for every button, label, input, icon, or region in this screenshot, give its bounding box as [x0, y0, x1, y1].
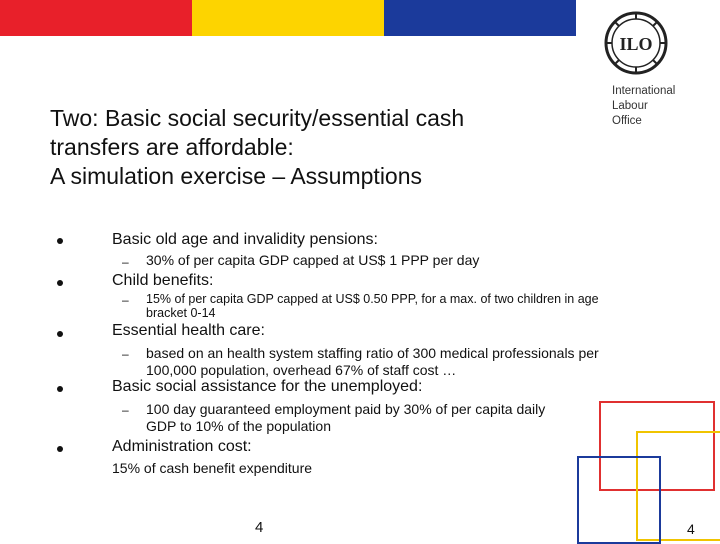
bullet-administration-cost: Administration cost: [112, 438, 252, 455]
slide-title [50, 104, 610, 191]
title-line-3: A simulation exercise – Assumptions [50, 163, 423, 189]
sub-child-line-2: bracket 0-14 [146, 306, 216, 320]
sub-pensions: 30% of per capita GDP capped at US$ 1 PPP per day [146, 252, 480, 268]
org-line-3: Office [612, 115, 642, 127]
ilo-logo-icon [603, 10, 669, 76]
header-bar-yellow [192, 0, 384, 36]
decor-square-blue [577, 456, 661, 544]
administration-cost-text: 15% of cash benefit expenditure [112, 460, 313, 476]
bullet-dot [57, 238, 63, 244]
org-line-2: Labour [612, 100, 648, 112]
bullet-child-benefits: Child benefits: [112, 272, 214, 289]
page-number-right: 4 [687, 521, 695, 537]
sub-health-line-1: based on an health system staffing ratio of 300 medical professionals per [146, 345, 599, 361]
title-line-1: Two: Basic social security/essential cash [50, 105, 465, 131]
org-line-1: International [612, 85, 676, 97]
sub-social-line-2: GDP to 10% of the population [146, 418, 331, 434]
sub-dash: – [122, 293, 129, 307]
sub-child-benefits [146, 292, 599, 320]
sub-social-line-1: 100 day guaranteed employment paid by 30% of per capita daily [146, 401, 546, 417]
bullet-social-assistance: Basic social assistance for the unemployed: [112, 378, 423, 395]
bullet-health-care: Essential health care: [112, 322, 265, 339]
sub-dash: – [122, 255, 129, 269]
bullet-dot [57, 280, 63, 286]
header-bar-red [0, 0, 192, 36]
org-name [612, 84, 675, 129]
sub-health-care [146, 345, 599, 379]
header-bar-blue [384, 0, 576, 36]
sub-child-line-1: 15% of per capita GDP capped at US$ 0.50 PPP, for a max. of two children in age [146, 292, 599, 306]
bullet-dot [57, 331, 63, 337]
bullet-dot [57, 446, 63, 452]
bullet-dot [57, 386, 63, 392]
sub-health-line-2: 100,000 population, overhead 67% of staff cost … [146, 362, 457, 378]
bullet-pensions: Basic old age and invalidity pensions: [112, 231, 378, 248]
sub-dash: – [122, 403, 129, 417]
sub-social-assistance [146, 401, 545, 435]
title-line-2: transfers are affordable: [50, 134, 294, 160]
page-number-center: 4 [255, 519, 264, 536]
sub-dash: – [122, 347, 129, 361]
logo-letters: ILO [619, 34, 653, 54]
